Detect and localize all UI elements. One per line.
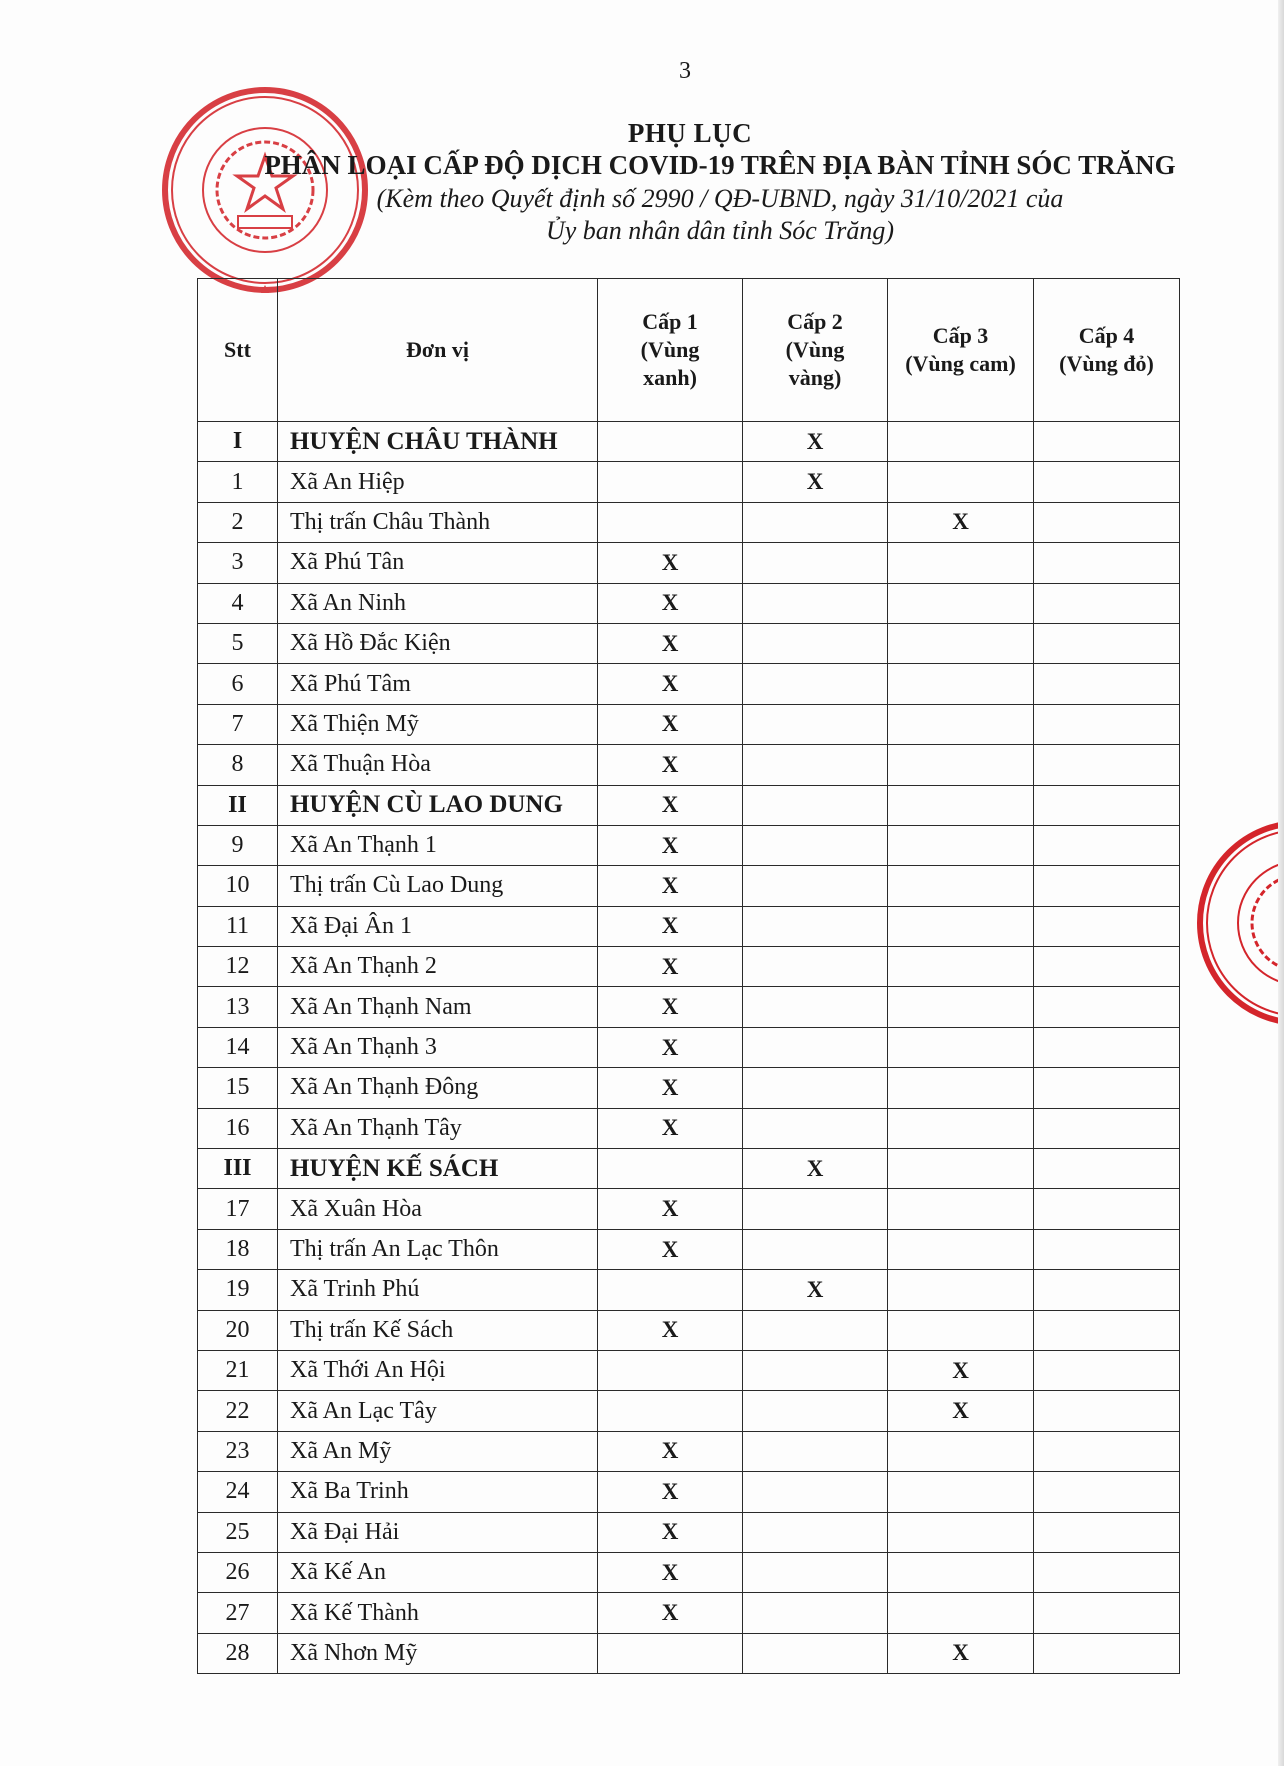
table-row: [198, 825, 1180, 865]
table-row: [198, 1189, 1180, 1229]
header-level2: [743, 279, 888, 422]
table-row: [198, 1108, 1180, 1148]
cell-level4: [1034, 1350, 1180, 1390]
cell-stt: 14: [198, 1027, 278, 1067]
cell-level1: [598, 502, 743, 542]
cell-stt: 8: [198, 745, 278, 785]
cell-unit: Thị trấn Châu Thành: [278, 502, 598, 542]
table-row: [198, 1068, 1180, 1108]
cell-level3: [888, 947, 1034, 987]
cell-unit: Xã Xuân Hòa: [278, 1189, 598, 1229]
cell-level4: [1034, 1189, 1180, 1229]
cell-level2: [743, 1593, 888, 1633]
cell-unit: Xã Phú Tâm: [278, 664, 598, 704]
cell-unit: Xã Đại Ân 1: [278, 906, 598, 946]
cell-level4: [1034, 745, 1180, 785]
cell-level4: [1034, 906, 1180, 946]
cell-level1: X: [598, 1108, 743, 1148]
cell-unit: HUYỆN CÙ LAO DUNG: [278, 785, 598, 825]
cell-level2: X: [743, 1270, 888, 1310]
cell-level2: [743, 1310, 888, 1350]
cell-level4: [1034, 1472, 1180, 1512]
cell-level4: [1034, 462, 1180, 502]
cell-stt: 13: [198, 987, 278, 1027]
cell-level4: [1034, 825, 1180, 865]
cell-level3: [888, 1552, 1034, 1592]
cell-unit: HUYỆN KẾ SÁCH: [278, 1149, 598, 1189]
cell-level3: [888, 422, 1034, 462]
cell-level1: [598, 1350, 743, 1390]
document-subtitle: PHÂN LOẠI CẤP ĐỘ DỊCH COVID-19 TRÊN ĐỊA BÀN TỈNH SÓC TRĂNG: [264, 150, 1176, 180]
header-level4-line: (Vùng đỏ): [1059, 351, 1154, 376]
cell-level3: [888, 1229, 1034, 1269]
cell-unit: Xã An Thạnh Tây: [278, 1108, 598, 1148]
table-row: [198, 1472, 1180, 1512]
cell-level3: [888, 704, 1034, 744]
table-row-district: [198, 785, 1180, 825]
cell-unit: Xã An Thạnh Đông: [278, 1068, 598, 1108]
table-row: [198, 583, 1180, 623]
cell-level1: X: [598, 1512, 743, 1552]
cell-level3: [888, 1108, 1034, 1148]
cell-level2: [743, 623, 888, 663]
table-row: [198, 947, 1180, 987]
cell-level3: [888, 1593, 1034, 1633]
cell-stt: 16: [198, 1108, 278, 1148]
header-level4: [1034, 279, 1180, 422]
cell-level1: X: [598, 785, 743, 825]
cell-level4: [1034, 543, 1180, 583]
cell-level1: X: [598, 1189, 743, 1229]
cell-level1: X: [598, 825, 743, 865]
cell-unit: Xã An Mỹ: [278, 1431, 598, 1471]
cell-unit: Xã An Thạnh 1: [278, 825, 598, 865]
cell-level2: [743, 785, 888, 825]
header-level3-line: (Vùng cam): [905, 351, 1016, 376]
cell-level4: [1034, 1270, 1180, 1310]
cell-level3: [888, 462, 1034, 502]
cell-level2: [743, 1391, 888, 1431]
cell-stt: 10: [198, 866, 278, 906]
cell-level3: [888, 1512, 1034, 1552]
cell-level1: X: [598, 704, 743, 744]
cell-level2: [743, 1189, 888, 1229]
cell-level1: X: [598, 1027, 743, 1067]
cell-level4: [1034, 947, 1180, 987]
table-row: [198, 1593, 1180, 1633]
cell-level2: [743, 1512, 888, 1552]
cell-unit: Xã Kế Thành: [278, 1593, 598, 1633]
cell-unit: Xã An Thạnh Nam: [278, 987, 598, 1027]
table-row: [198, 623, 1180, 663]
cell-stt: 17: [198, 1189, 278, 1229]
cell-level3: X: [888, 1633, 1034, 1673]
cell-level4: [1034, 422, 1180, 462]
cell-level3: [888, 1068, 1034, 1108]
table-row: [198, 502, 1180, 542]
table-row: [198, 1310, 1180, 1350]
header-stt: Stt: [198, 279, 278, 422]
covid-level-table: [197, 278, 1180, 1674]
header-unit: Đơn vị: [278, 279, 598, 422]
cell-stt: 24: [198, 1472, 278, 1512]
cell-level4: [1034, 704, 1180, 744]
cell-level3: [888, 1189, 1034, 1229]
cell-level1: [598, 1149, 743, 1189]
cell-level3: [888, 543, 1034, 583]
cell-level1: X: [598, 947, 743, 987]
cell-level3: [888, 1472, 1034, 1512]
cell-level4: [1034, 1633, 1180, 1673]
cell-unit: Xã An Hiệp: [278, 462, 598, 502]
cell-level1: X: [598, 906, 743, 946]
cell-level3: [888, 745, 1034, 785]
cell-level1: [598, 1391, 743, 1431]
table-row: [198, 1391, 1180, 1431]
cell-level1: X: [598, 1310, 743, 1350]
cell-level2: [743, 1350, 888, 1390]
cell-stt: 3: [198, 543, 278, 583]
table-row: [198, 1027, 1180, 1067]
cell-level2: [743, 664, 888, 704]
cell-unit: Xã An Lạc Tây: [278, 1391, 598, 1431]
table-body: [198, 422, 1180, 1674]
page-edge-shadow: [1278, 0, 1284, 1766]
page-number: 3: [679, 58, 691, 84]
cell-level4: [1034, 987, 1180, 1027]
table-row: [198, 906, 1180, 946]
cell-level3: X: [888, 502, 1034, 542]
document-note-line2: Ủy ban nhân dân tỉnh Sóc Trăng): [545, 216, 895, 245]
table-row: [198, 1552, 1180, 1592]
cell-stt: 6: [198, 664, 278, 704]
cell-stt: 9: [198, 825, 278, 865]
table-row: [198, 1229, 1180, 1269]
cell-unit: Xã An Thạnh 2: [278, 947, 598, 987]
cell-level3: X: [888, 1350, 1034, 1390]
cell-level4: [1034, 1552, 1180, 1592]
document-note-line1: (Kèm theo Quyết định số 2990 / QĐ-UBND, ngày 31/10/2021 của: [376, 184, 1064, 213]
cell-stt: 11: [198, 906, 278, 946]
cell-level3: [888, 987, 1034, 1027]
cell-stt: 12: [198, 947, 278, 987]
cell-unit: Xã Trinh Phú: [278, 1270, 598, 1310]
cell-level4: [1034, 1149, 1180, 1189]
cell-unit: Xã An Ninh: [278, 583, 598, 623]
cell-level2: [743, 1552, 888, 1592]
cell-unit: Thị trấn An Lạc Thôn: [278, 1229, 598, 1269]
cell-level1: [598, 462, 743, 502]
cell-level2: [743, 1027, 888, 1067]
cell-level4: [1034, 623, 1180, 663]
cell-level1: X: [598, 623, 743, 663]
cell-stt: 7: [198, 704, 278, 744]
cell-stt: 20: [198, 1310, 278, 1350]
cell-stt: 25: [198, 1512, 278, 1552]
cell-level2: [743, 583, 888, 623]
table-row: [198, 1431, 1180, 1471]
cell-level1: [598, 1270, 743, 1310]
cell-unit: Xã Thới An Hội: [278, 1350, 598, 1390]
cell-level3: [888, 906, 1034, 946]
cell-level3: [888, 1149, 1034, 1189]
cell-unit: Thị trấn Cù Lao Dung: [278, 866, 598, 906]
cell-level3: [888, 785, 1034, 825]
cell-unit: Xã Hồ Đắc Kiện: [278, 623, 598, 663]
cell-stt: 27: [198, 1593, 278, 1633]
cell-unit: HUYỆN CHÂU THÀNH: [278, 422, 598, 462]
cell-stt: 19: [198, 1270, 278, 1310]
header-level1-line: (Vùng: [640, 337, 700, 362]
cell-level2: [743, 1472, 888, 1512]
cell-level4: [1034, 1027, 1180, 1067]
cell-stt: 23: [198, 1431, 278, 1471]
cell-level3: [888, 583, 1034, 623]
cell-level1: [598, 1633, 743, 1673]
cell-unit: Xã Thiện Mỹ: [278, 704, 598, 744]
cell-level1: X: [598, 1472, 743, 1512]
cell-level3: X: [888, 1391, 1034, 1431]
cell-level3: [888, 866, 1034, 906]
cell-level4: [1034, 664, 1180, 704]
cell-unit: Xã Kế An: [278, 1552, 598, 1592]
cell-level3: [888, 623, 1034, 663]
cell-stt: 22: [198, 1391, 278, 1431]
cell-level4: [1034, 1068, 1180, 1108]
cell-level2: [743, 866, 888, 906]
cell-unit: Thị trấn Kế Sách: [278, 1310, 598, 1350]
cell-stt: 1: [198, 462, 278, 502]
cell-level2: [743, 906, 888, 946]
cell-level4: [1034, 1431, 1180, 1471]
header-level1: [598, 279, 743, 422]
cell-stt: 4: [198, 583, 278, 623]
cell-level4: [1034, 1512, 1180, 1552]
header-level2-line: Cấp 2: [787, 309, 843, 334]
cell-level2: X: [743, 1149, 888, 1189]
cell-stt: 15: [198, 1068, 278, 1108]
cell-level1: X: [598, 1431, 743, 1471]
table-header-row: [198, 279, 1180, 422]
cell-stt: 21: [198, 1350, 278, 1390]
cell-stt: 28: [198, 1633, 278, 1673]
table-row: [198, 462, 1180, 502]
table-row: [198, 704, 1180, 744]
cell-level1: X: [598, 745, 743, 785]
cell-unit: Xã Ba Trinh: [278, 1472, 598, 1512]
cell-level3: [888, 1310, 1034, 1350]
table-row-district: [198, 1149, 1180, 1189]
table-row: [198, 1512, 1180, 1552]
cell-unit: Xã Phú Tân: [278, 543, 598, 583]
table-row-district: [198, 422, 1180, 462]
table-row: [198, 866, 1180, 906]
cell-level3: [888, 664, 1034, 704]
cell-level1: X: [598, 866, 743, 906]
cell-level4: [1034, 1593, 1180, 1633]
cell-unit: Xã Thuận Hòa: [278, 745, 598, 785]
cell-stt: 26: [198, 1552, 278, 1592]
cell-level4: [1034, 1391, 1180, 1431]
cell-level1: X: [598, 583, 743, 623]
cell-stt: 18: [198, 1229, 278, 1269]
cell-stt: 2: [198, 502, 278, 542]
cell-stt: III: [198, 1149, 278, 1189]
cell-stt: I: [198, 422, 278, 462]
cell-stt: 5: [198, 623, 278, 663]
cell-level2: [743, 1108, 888, 1148]
cell-level3: [888, 1270, 1034, 1310]
document-title: PHỤ LỤC: [627, 118, 753, 148]
cell-level2: [743, 825, 888, 865]
partial-seal-icon: [1190, 808, 1284, 1038]
cell-level4: [1034, 866, 1180, 906]
header-level3-line: Cấp 3: [932, 323, 989, 348]
cell-level2: [743, 1633, 888, 1673]
cell-level4: [1034, 502, 1180, 542]
cell-level1: X: [598, 1229, 743, 1269]
cell-level4: [1034, 785, 1180, 825]
header-level2-line: vàng): [788, 365, 842, 390]
cell-level4: [1034, 583, 1180, 623]
table-row: [198, 664, 1180, 704]
cell-level2: [743, 704, 888, 744]
header-level4-line: Cấp 4: [1078, 323, 1135, 348]
cell-level4: [1034, 1229, 1180, 1269]
cell-unit: Xã An Thạnh 3: [278, 1027, 598, 1067]
cell-level2: [743, 947, 888, 987]
header-level2-line: (Vùng: [785, 337, 845, 362]
header-level1-line: xanh): [643, 365, 697, 390]
cell-level3: [888, 1431, 1034, 1471]
header-level1-line: Cấp 1: [642, 309, 698, 334]
cell-level1: X: [598, 987, 743, 1027]
cell-level4: [1034, 1108, 1180, 1148]
table-row: [198, 1350, 1180, 1390]
cell-level1: X: [598, 1593, 743, 1633]
cell-level1: X: [598, 543, 743, 583]
cell-level1: X: [598, 1552, 743, 1592]
cell-level3: [888, 1027, 1034, 1067]
cell-level2: X: [743, 422, 888, 462]
cell-level1: X: [598, 1068, 743, 1108]
header-level3: [888, 279, 1034, 422]
cell-level2: [743, 1431, 888, 1471]
cell-level1: X: [598, 664, 743, 704]
table-row: [198, 543, 1180, 583]
cell-level2: [743, 543, 888, 583]
table-row: [198, 745, 1180, 785]
cell-level3: [888, 825, 1034, 865]
cell-level2: X: [743, 462, 888, 502]
cell-level2: [743, 745, 888, 785]
cell-level1: [598, 422, 743, 462]
cell-unit: Xã Nhơn Mỹ: [278, 1633, 598, 1673]
table-row: [198, 1270, 1180, 1310]
cell-unit: Xã Đại Hải: [278, 1512, 598, 1552]
cell-level4: [1034, 1310, 1180, 1350]
cell-level2: [743, 502, 888, 542]
cell-stt: II: [198, 785, 278, 825]
table-row: [198, 1633, 1180, 1673]
cell-level2: [743, 987, 888, 1027]
cell-level2: [743, 1068, 888, 1108]
cell-level2: [743, 1229, 888, 1269]
table-row: [198, 987, 1180, 1027]
